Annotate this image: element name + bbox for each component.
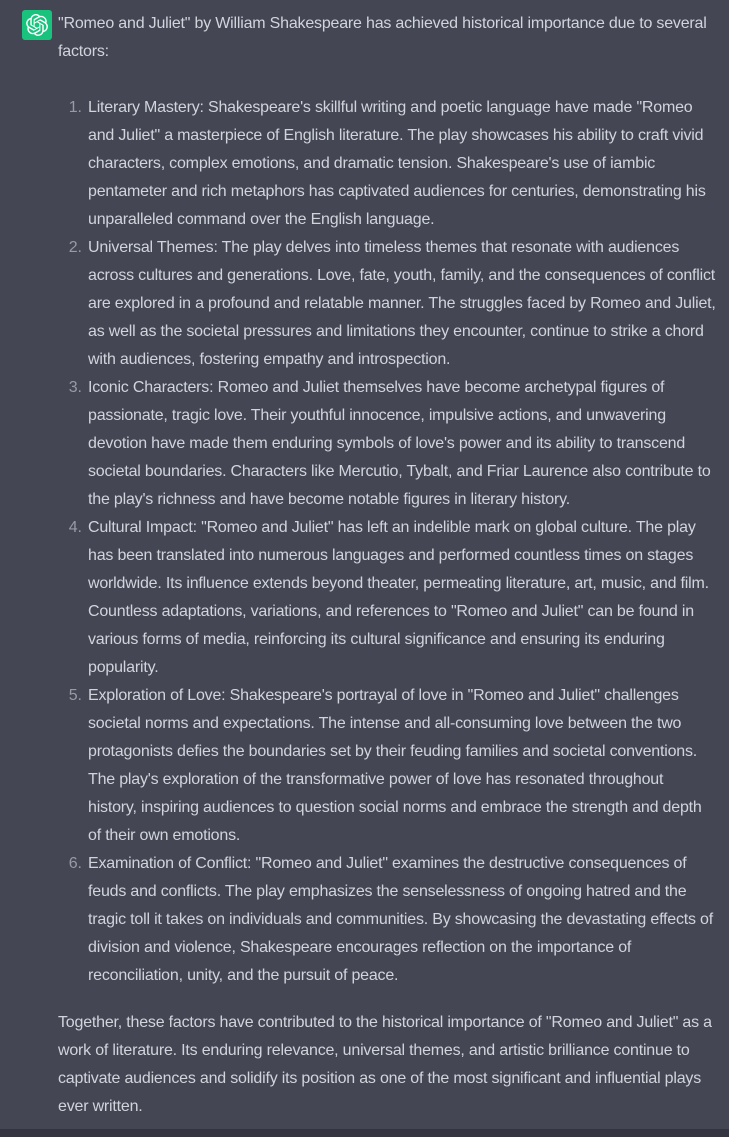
list-item-exploration-of-love: 5. Exploration of Love: Shakespeare's portrayal of love in "Romeo and Juliet" challenges societal norms and expectations. The intense and all-consuming love between the two protagonists defies the boundaries set by their feuding families and societal conventions. The play's exploration of the transformative power of love has resonated throughout history, inspiring audiences to question social norms and embrace the strength and depth of their own emotions.: [86, 682, 716, 850]
list-item-literary-mastery: 1. Literary Mastery: Shakespeare's skillful writing and poetic language have made "Romeo and Juliet" a masterpiece of English literature. The play showcases his ability to craft vivid characters, complex emotions, and dramatic tension. Shakespeare's use of iambic pentameter and rich metaphors has captivated audiences for centuries, demonstrating his unparalleled command over the English language.: [86, 94, 716, 234]
page-background-strip: [0, 1129, 729, 1137]
conclusion-paragraph: Together, these factors have contributed to the historical importance of "Romeo and Juliet" as a work of literature. Its enduring relevance, universal themes, and artistic brilliance continue to captivate audiences and solidify its position as one of the most significant and influential plays ever written.: [58, 1014, 712, 1115]
list-item-cultural-impact: 4. Cultural Impact: "Romeo and Juliet" has left an indelible mark on global culture. The play has been translated into numerous languages and performed countless times on stages worldwide. Its influence extends beyond theater, permeating literature, art, music, and film. Countless adaptations, variations, and references to "Romeo and Juliet" can be found in various forms of media, reinforcing its cultural significance and ensuring its enduring popularity.: [86, 514, 716, 682]
assistant-avatar: [22, 10, 52, 40]
list-item-iconic-characters: 3. Iconic Characters: Romeo and Juliet themselves have become archetypal figures of passionate, tragic love. Their youthful innocence, impulsive actions, and unwavering devotion have made them enduring symbols of love's power and its ability to transcend societal boundaries. Characters like Mercutio, Tybalt, and Friar Laurence also contribute to the play's richness and have become notable figures in literary history.: [86, 374, 716, 514]
list-item-universal-themes: 2. Universal Themes: The play delves into timeless themes that resonate with audiences across cultures and generations. Love, fate, youth, family, and the consequences of conflict are explored in a profound and relatable manner. The struggles faced by Romeo and Juliet, as well as the societal pressures and limitations they encounter, continue to strike a chord with audiences, fostering empathy and introspection.: [86, 234, 716, 374]
factors-list: [58, 94, 716, 990]
openai-logo-icon: [26, 14, 48, 36]
list-item-examination-of-conflict: 6. Examination of Conflict: "Romeo and Juliet" examines the destructive consequences of feuds and conflicts. The play emphasizes the senselessness of ongoing hatred and the tragic toll it takes on individuals and communities. By showcasing the devastating effects of division and violence, Shakespeare encourages reflection on the importance of reconciliation, unity, and the pursuit of peace.: [86, 850, 716, 990]
message-content: [58, 10, 716, 1121]
intro-paragraph: "Romeo and Juliet" by William Shakespeare has achieved historical importance due to several factors:: [58, 15, 707, 60]
